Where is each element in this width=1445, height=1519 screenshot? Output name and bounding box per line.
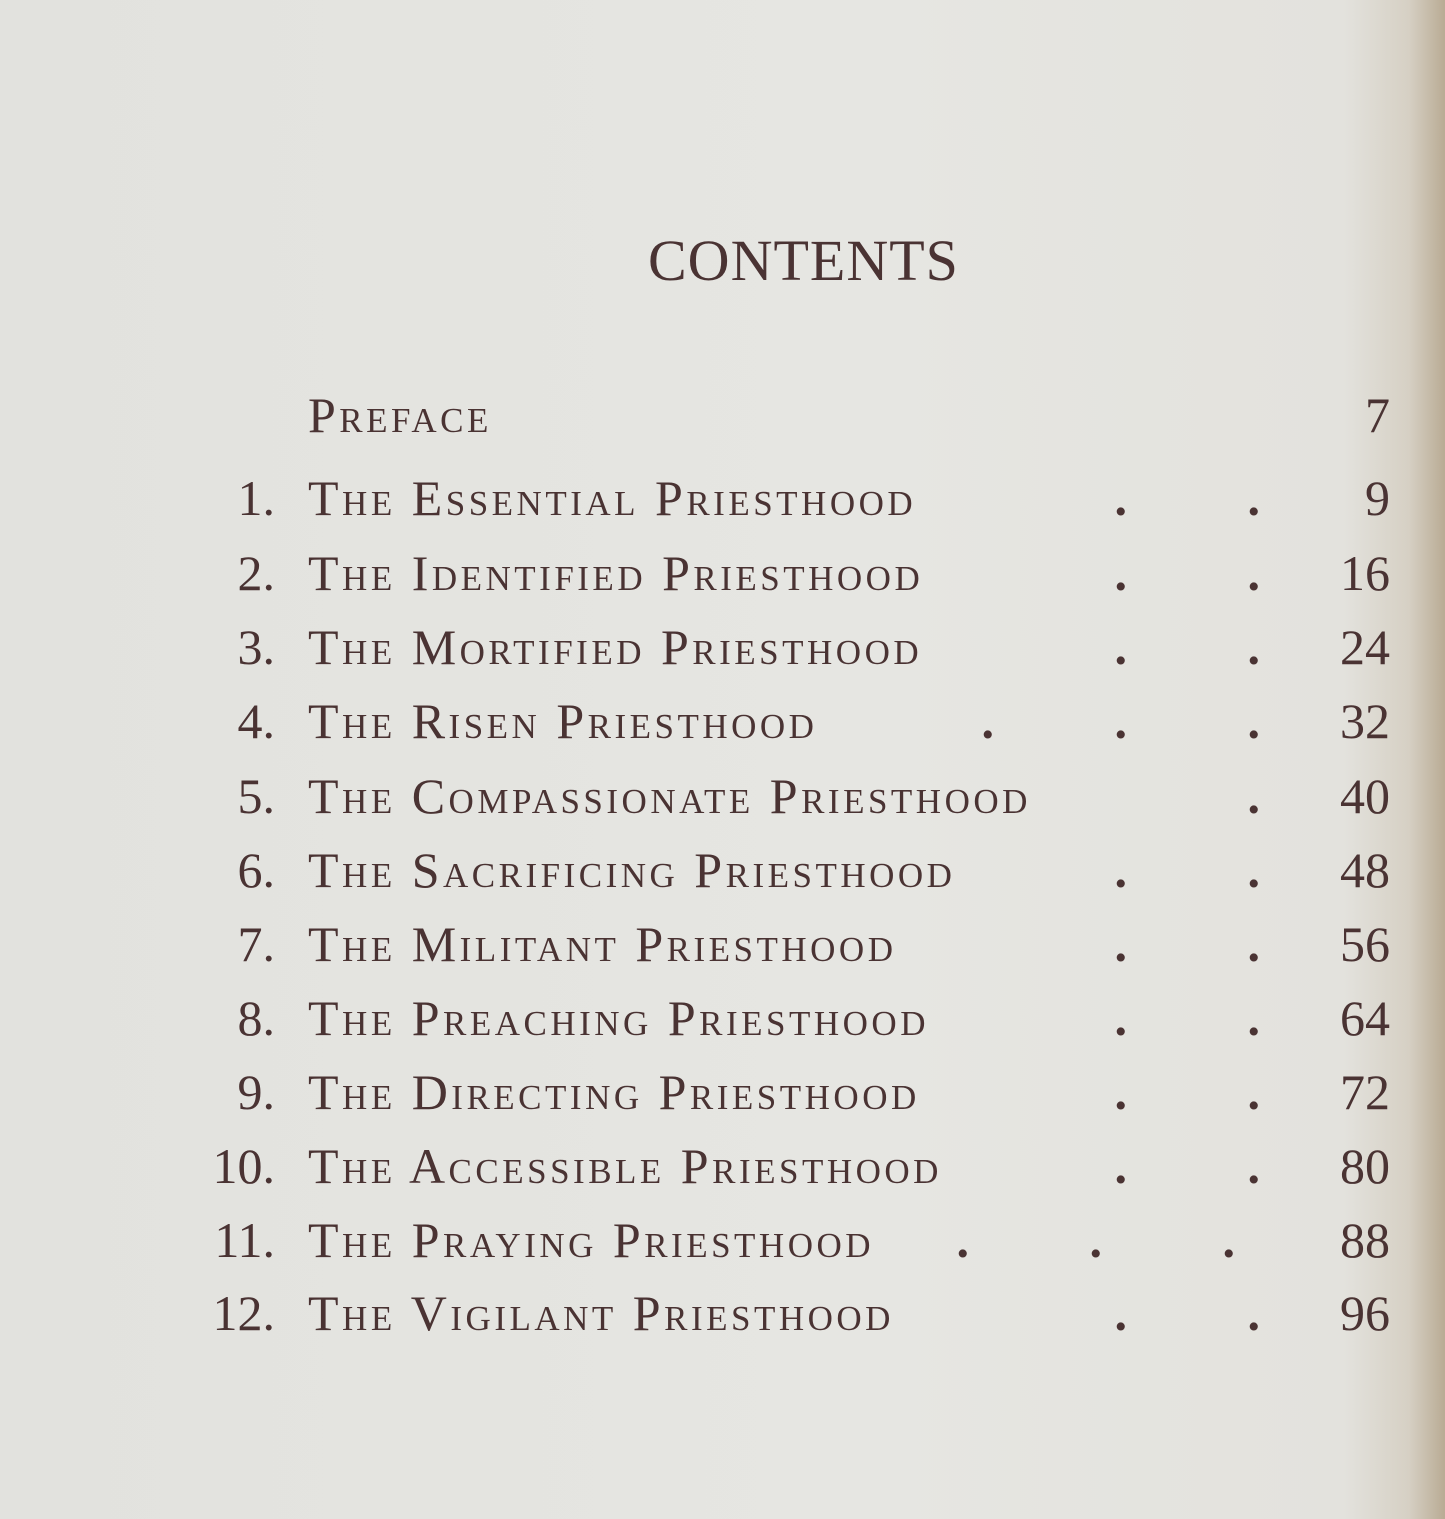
dot-leader: . . — [1114, 916, 1260, 972]
page-number: 7 — [1365, 387, 1390, 443]
page-number: 88 — [1340, 1212, 1390, 1268]
toc-entry[interactable] — [0, 385, 1445, 445]
page-number: 56 — [1340, 916, 1390, 972]
chapter-number: 5. — [237, 768, 275, 824]
chapter-title: The Essential Priesthood — [308, 470, 917, 526]
page-number: 9 — [1365, 470, 1390, 526]
chapter-number: 4. — [237, 693, 275, 749]
chapter-title: The Praying Priesthood — [308, 1212, 875, 1268]
dot-leader: . . . — [981, 693, 1260, 749]
dot-leader: . . — [1114, 619, 1260, 675]
chapter-title: The Sacrificing Priesthood — [308, 842, 956, 898]
chapter-title: Preface — [308, 387, 492, 443]
dot-leader: . . — [1114, 1138, 1260, 1194]
chapter-title: The Preaching Priesthood — [308, 990, 929, 1046]
page-number: 96 — [1340, 1285, 1390, 1341]
chapter-number: 1. — [237, 470, 275, 526]
chapter-number: 10. — [212, 1138, 275, 1194]
toc-entry[interactable] — [0, 1062, 1445, 1122]
chapter-number: 8. — [237, 990, 275, 1046]
chapter-title: The Accessible Priesthood — [308, 1138, 942, 1194]
dot-leader: . . — [1114, 470, 1260, 526]
page-number: 48 — [1340, 842, 1390, 898]
chapter-title: The Vigilant Priesthood — [308, 1285, 894, 1341]
chapter-title: The Mortified Priesthood — [308, 619, 923, 675]
page-number: 32 — [1340, 693, 1390, 749]
chapter-title: The Militant Priesthood — [308, 916, 897, 972]
page-number: 80 — [1340, 1138, 1390, 1194]
page-title: CONTENTS — [648, 228, 959, 293]
chapter-number: 2. — [237, 545, 275, 601]
chapter-title: The Identified Priesthood — [308, 545, 924, 601]
chapter-number: 3. — [237, 619, 275, 675]
chapter-number: 12. — [212, 1285, 275, 1341]
toc-entry[interactable] — [0, 1136, 1445, 1196]
toc-entry[interactable] — [0, 988, 1445, 1048]
chapter-number: 9. — [237, 1064, 275, 1120]
toc-entry[interactable] — [0, 766, 1445, 826]
toc-entry[interactable] — [0, 543, 1445, 603]
chapter-number: 11. — [214, 1212, 275, 1268]
chapter-title: The Compassionate Priesthood — [308, 768, 1031, 824]
chapter-title: The Risen Priesthood — [308, 693, 818, 749]
dot-leader: . — [1247, 768, 1260, 824]
toc-entry[interactable] — [0, 617, 1445, 677]
chapter-number: 6. — [237, 842, 275, 898]
page-number: 16 — [1340, 545, 1390, 601]
page-number: 72 — [1340, 1064, 1390, 1120]
dot-leader: . . — [1114, 1285, 1260, 1341]
toc-entry[interactable] — [0, 1210, 1445, 1270]
chapter-title: The Directing Priesthood — [308, 1064, 920, 1120]
page-number: 64 — [1340, 990, 1390, 1046]
dot-leader: . . — [1114, 990, 1260, 1046]
toc-entry[interactable] — [0, 691, 1445, 751]
dot-leader: . . — [1114, 1064, 1260, 1120]
page-number: 24 — [1340, 619, 1390, 675]
toc-entry[interactable] — [0, 914, 1445, 974]
toc-entry[interactable] — [0, 468, 1445, 528]
page-number: 40 — [1340, 768, 1390, 824]
dot-leader: . . . — [956, 1212, 1235, 1268]
toc-entry[interactable] — [0, 840, 1445, 900]
chapter-number: 7. — [237, 916, 275, 972]
toc-entry[interactable] — [0, 1283, 1445, 1343]
dot-leader: . . — [1114, 842, 1260, 898]
dot-leader: . . — [1114, 545, 1260, 601]
